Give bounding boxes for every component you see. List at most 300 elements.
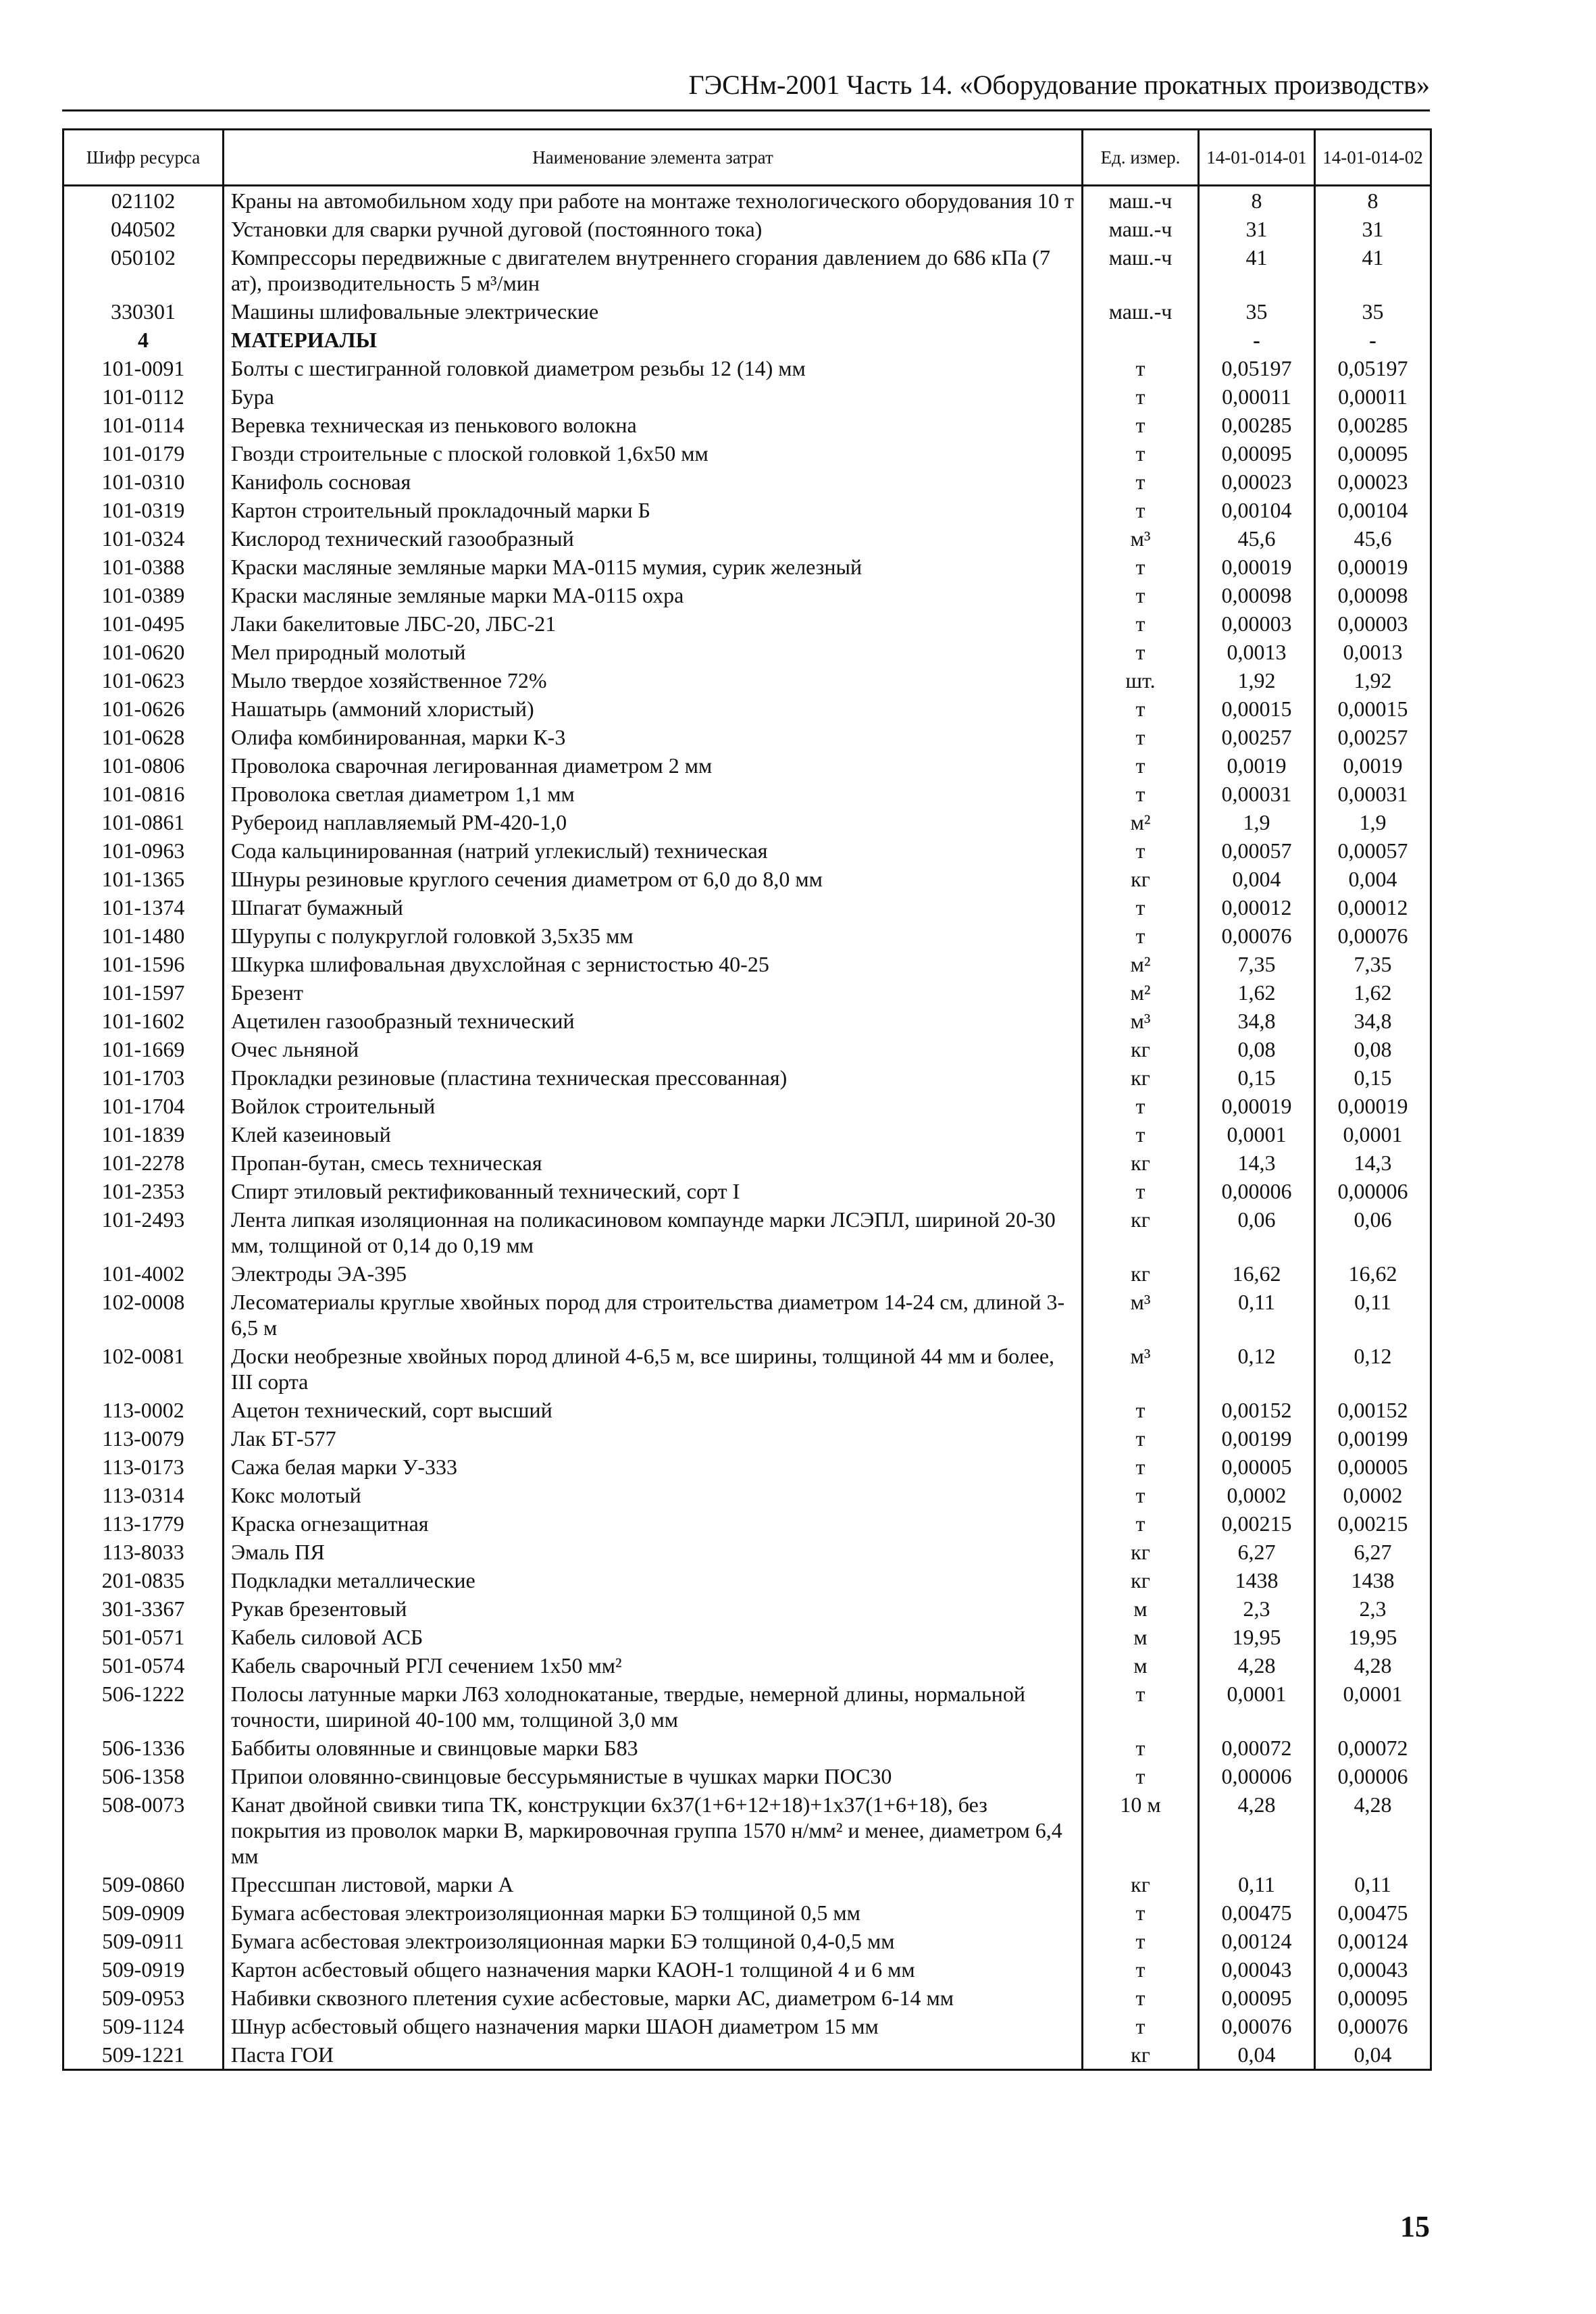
- table-row: [63, 468, 1431, 496]
- unit-cell: т: [1083, 893, 1199, 922]
- resource-code-cell: 113-0079: [63, 1424, 224, 1453]
- unit-cell: т: [1083, 1424, 1199, 1453]
- value-14-01-014-01-cell: 0,00006: [1199, 1177, 1315, 1205]
- table-header-row: [63, 130, 1431, 186]
- unit-cell: маш.-ч: [1083, 215, 1199, 243]
- unit-cell: т: [1083, 382, 1199, 411]
- value-14-01-014-02-cell: 0,00076: [1315, 922, 1431, 950]
- resource-name-cell: Спирт этиловый ректификованный технический, сорт I: [224, 1177, 1083, 1205]
- resource-name-cell: Мел природный молотый: [224, 638, 1083, 666]
- table-row: [63, 186, 1431, 216]
- resource-code-cell: 101-0620: [63, 638, 224, 666]
- value-14-01-014-02-cell: 0,00003: [1315, 609, 1431, 638]
- resource-code-cell: 101-0628: [63, 723, 224, 751]
- value-14-01-014-01-cell: 0,00095: [1199, 1984, 1315, 2012]
- column-header-code: Шифр ресурса: [63, 130, 224, 186]
- value-14-01-014-01-cell: 0,08: [1199, 1035, 1315, 1063]
- value-14-01-014-02-cell: 0,00019: [1315, 553, 1431, 581]
- resource-name-cell: Сода кальцинированная (натрий углекислый) техническая: [224, 836, 1083, 865]
- resource-code-cell: 101-0626: [63, 695, 224, 723]
- value-14-01-014-02-cell: 16,62: [1315, 1259, 1431, 1288]
- table-row: [63, 2012, 1431, 2040]
- value-14-01-014-02-cell: 4,28: [1315, 1651, 1431, 1680]
- resource-code-cell: 101-2278: [63, 1149, 224, 1177]
- value-14-01-014-01-cell: 0,00057: [1199, 836, 1315, 865]
- unit-cell: м: [1083, 1651, 1199, 1680]
- resource-name-cell: Краска огнезащитная: [224, 1509, 1083, 1538]
- value-14-01-014-02-cell: 7,35: [1315, 950, 1431, 978]
- resource-code-cell: 508-0073: [63, 1790, 224, 1870]
- value-14-01-014-02-cell: 14,3: [1315, 1149, 1431, 1177]
- unit-cell: маш.-ч: [1083, 243, 1199, 297]
- table-row: [63, 1007, 1431, 1035]
- table-row: [63, 1342, 1431, 1396]
- resource-name-cell: Паста ГОИ: [224, 2040, 1083, 2070]
- resource-code-cell: 101-0963: [63, 836, 224, 865]
- value-14-01-014-02-cell: 0,06: [1315, 1205, 1431, 1259]
- value-14-01-014-01-cell: 4,28: [1199, 1790, 1315, 1870]
- resource-code-cell: 101-4002: [63, 1259, 224, 1288]
- resource-code-cell: 050102: [63, 243, 224, 297]
- resource-code-cell: 102-0081: [63, 1342, 224, 1396]
- resource-code-cell: 101-1669: [63, 1035, 224, 1063]
- resource-name-cell: Шнуры резиновые круглого сечения диаметром от 6,0 до 8,0 мм: [224, 865, 1083, 893]
- resource-code-cell: 101-0816: [63, 780, 224, 808]
- resource-name-cell: Клей казеиновый: [224, 1120, 1083, 1149]
- value-14-01-014-02-cell: 19,95: [1315, 1623, 1431, 1651]
- value-14-01-014-01-cell: 1,9: [1199, 808, 1315, 836]
- value-14-01-014-02-cell: 0,0013: [1315, 638, 1431, 666]
- unit-cell: т: [1083, 1984, 1199, 2012]
- value-14-01-014-02-cell: 0,00257: [1315, 723, 1431, 751]
- table-row: [63, 666, 1431, 695]
- value-14-01-014-01-cell: 0,00098: [1199, 581, 1315, 609]
- column-header-unit: Ед. измер.: [1083, 130, 1199, 186]
- resource-name-cell: Краски масляные земляные марки МА-0115 мумия, сурик железный: [224, 553, 1083, 581]
- value-14-01-014-01-cell: 0,004: [1199, 865, 1315, 893]
- resource-name-cell: Бумага асбестовая электроизоляционная марки БЭ толщиной 0,5 мм: [224, 1898, 1083, 1927]
- table-row: [63, 2040, 1431, 2070]
- resource-code-cell: 501-0574: [63, 1651, 224, 1680]
- unit-cell: т: [1083, 1453, 1199, 1481]
- value-14-01-014-02-cell: 1,9: [1315, 808, 1431, 836]
- unit-cell: шт.: [1083, 666, 1199, 695]
- table-row: [63, 215, 1431, 243]
- resource-name-cell: Лента липкая изоляционная на поликасиновом компаунде марки ЛСЭПЛ, шириной 20-30 мм, толщиной от 0,14 до 0,19 мм: [224, 1205, 1083, 1259]
- unit-cell: м³: [1083, 1007, 1199, 1035]
- unit-cell: кг: [1083, 1063, 1199, 1092]
- resource-name-cell: Сажа белая марки У-333: [224, 1453, 1083, 1481]
- resource-name-cell: МАТЕРИАЛЫ: [224, 326, 1083, 354]
- value-14-01-014-02-cell: 0,00005: [1315, 1453, 1431, 1481]
- unit-cell: т: [1083, 1734, 1199, 1762]
- value-14-01-014-02-cell: 0,00285: [1315, 411, 1431, 439]
- table-row: [63, 751, 1431, 780]
- resource-code-cell: 509-0919: [63, 1955, 224, 1984]
- resource-code-cell: 113-8033: [63, 1538, 224, 1566]
- unit-cell: т: [1083, 695, 1199, 723]
- resource-code-cell: 101-1374: [63, 893, 224, 922]
- resource-name-cell: Картон асбестовый общего назначения марки КАОН-1 толщиной 4 и 6 мм: [224, 1955, 1083, 1984]
- value-14-01-014-01-cell: 0,05197: [1199, 354, 1315, 382]
- value-14-01-014-02-cell: 8: [1315, 186, 1431, 216]
- column-header-name: Наименование элемента затрат: [224, 130, 1083, 186]
- value-14-01-014-01-cell: 0,00475: [1199, 1898, 1315, 1927]
- table-row: [63, 1984, 1431, 2012]
- resource-code-cell: 301-3367: [63, 1594, 224, 1623]
- unit-cell: т: [1083, 751, 1199, 780]
- table-row: [63, 893, 1431, 922]
- resource-name-cell: Проволока сварочная легированная диаметром 2 мм: [224, 751, 1083, 780]
- unit-cell: м²: [1083, 950, 1199, 978]
- resource-code-cell: 101-2353: [63, 1177, 224, 1205]
- unit-cell: м³: [1083, 524, 1199, 553]
- unit-cell: т: [1083, 439, 1199, 468]
- resource-code-cell: 101-1704: [63, 1092, 224, 1120]
- unit-cell: кг: [1083, 2040, 1199, 2070]
- table-row: [63, 1120, 1431, 1149]
- resource-name-cell: Шкурка шлифовальная двухслойная с зернистостью 40-25: [224, 950, 1083, 978]
- value-14-01-014-02-cell: 0,00023: [1315, 468, 1431, 496]
- resource-name-cell: Шнур асбестовый общего назначения марки ШАОН диаметром 15 мм: [224, 2012, 1083, 2040]
- value-14-01-014-02-cell: 0,00006: [1315, 1762, 1431, 1790]
- value-14-01-014-01-cell: 0,0001: [1199, 1120, 1315, 1149]
- value-14-01-014-01-cell: 0,00023: [1199, 468, 1315, 496]
- resource-code-cell: 101-0179: [63, 439, 224, 468]
- value-14-01-014-02-cell: 0,00095: [1315, 439, 1431, 468]
- resource-code-cell: 101-0495: [63, 609, 224, 638]
- resource-name-cell: Припои оловянно-свинцовые бессурьмянистые в чушках марки ПОС30: [224, 1762, 1083, 1790]
- value-14-01-014-01-cell: 0,00285: [1199, 411, 1315, 439]
- table-row: [63, 1288, 1431, 1342]
- resource-name-cell: Бумага асбестовая электроизоляционная марки БЭ толщиной 0,4-0,5 мм: [224, 1927, 1083, 1955]
- unit-cell: т: [1083, 1481, 1199, 1509]
- unit-cell: м³: [1083, 1288, 1199, 1342]
- value-14-01-014-02-cell: 0,00098: [1315, 581, 1431, 609]
- value-14-01-014-01-cell: 0,06: [1199, 1205, 1315, 1259]
- value-14-01-014-01-cell: -: [1199, 326, 1315, 354]
- table-row: [63, 780, 1431, 808]
- resource-name-cell: Доски необрезные хвойных пород длиной 4-6,5 м, все ширины, толщиной 44 мм и более, III сорта: [224, 1342, 1083, 1396]
- section-row: [63, 326, 1431, 354]
- value-14-01-014-02-cell: 34,8: [1315, 1007, 1431, 1035]
- value-14-01-014-01-cell: 0,04: [1199, 2040, 1315, 2070]
- resource-code-cell: 113-0314: [63, 1481, 224, 1509]
- unit-cell: 10 м: [1083, 1790, 1199, 1870]
- resource-code-cell: 506-1336: [63, 1734, 224, 1762]
- resource-code-cell: 101-1365: [63, 865, 224, 893]
- resource-code-cell: 101-0310: [63, 468, 224, 496]
- header-rule: [62, 109, 1430, 111]
- resource-name-cell: Рукав брезентовый: [224, 1594, 1083, 1623]
- table-row: [63, 382, 1431, 411]
- resource-name-cell: Лесоматериалы круглые хвойных пород для строительства диаметром 14-24 см, длиной 3-6,5 м: [224, 1288, 1083, 1342]
- table-row: [63, 1594, 1431, 1623]
- value-14-01-014-02-cell: 0,0001: [1315, 1680, 1431, 1734]
- value-14-01-014-02-cell: 0,00043: [1315, 1955, 1431, 1984]
- unit-cell: кг: [1083, 1149, 1199, 1177]
- table-row: [63, 581, 1431, 609]
- value-14-01-014-01-cell: 0,00031: [1199, 780, 1315, 808]
- unit-cell: т: [1083, 836, 1199, 865]
- resource-name-cell: Войлок строительный: [224, 1092, 1083, 1120]
- value-14-01-014-02-cell: 0,00152: [1315, 1396, 1431, 1424]
- value-14-01-014-02-cell: 41: [1315, 243, 1431, 297]
- resource-code-cell: 101-0319: [63, 496, 224, 524]
- resource-name-cell: Краны на автомобильном ходу при работе на монтаже технологического оборудования 10 т: [224, 186, 1083, 216]
- unit-cell: т: [1083, 468, 1199, 496]
- resource-code-cell: 040502: [63, 215, 224, 243]
- table-row: [63, 1870, 1431, 1898]
- value-14-01-014-02-cell: 0,11: [1315, 1288, 1431, 1342]
- resource-code-cell: 509-0911: [63, 1927, 224, 1955]
- value-14-01-014-01-cell: 7,35: [1199, 950, 1315, 978]
- value-14-01-014-01-cell: 0,00152: [1199, 1396, 1315, 1424]
- value-14-01-014-02-cell: -: [1315, 326, 1431, 354]
- value-14-01-014-02-cell: 0,00057: [1315, 836, 1431, 865]
- resource-code-cell: 101-0114: [63, 411, 224, 439]
- resource-code-cell: 101-0324: [63, 524, 224, 553]
- resource-name-cell: Машины шлифовальные электрические: [224, 297, 1083, 326]
- resource-name-cell: Гвозди строительные с плоской головкой 1,6х50 мм: [224, 439, 1083, 468]
- resource-code-cell: 113-1779: [63, 1509, 224, 1538]
- unit-cell: т: [1083, 1120, 1199, 1149]
- resource-code-cell: 101-0861: [63, 808, 224, 836]
- table-row: [63, 1396, 1431, 1424]
- value-14-01-014-02-cell: 0,00215: [1315, 1509, 1431, 1538]
- table-row: [63, 1623, 1431, 1651]
- resource-name-cell: Подкладки металлические: [224, 1566, 1083, 1594]
- value-14-01-014-01-cell: 0,00005: [1199, 1453, 1315, 1481]
- table-row: [63, 1063, 1431, 1092]
- value-14-01-014-02-cell: 0,00031: [1315, 780, 1431, 808]
- table-row: [63, 1734, 1431, 1762]
- resource-name-cell: Эмаль ПЯ: [224, 1538, 1083, 1566]
- unit-cell: м²: [1083, 978, 1199, 1007]
- unit-cell: т: [1083, 638, 1199, 666]
- table-row: [63, 1955, 1431, 1984]
- resource-name-cell: Установки для сварки ручной дуговой (постоянного тока): [224, 215, 1083, 243]
- table-row: [63, 439, 1431, 468]
- table-row: [63, 1762, 1431, 1790]
- resource-code-cell: 509-0860: [63, 1870, 224, 1898]
- resource-name-cell: Болты с шестигранной головкой диаметром резьбы 12 (14) мм: [224, 354, 1083, 382]
- table-row: [63, 1538, 1431, 1566]
- resource-code-cell: 101-0623: [63, 666, 224, 695]
- table-row: [63, 638, 1431, 666]
- resource-code-cell: 101-0091: [63, 354, 224, 382]
- table-row: [63, 950, 1431, 978]
- unit-cell: т: [1083, 553, 1199, 581]
- table-row: [63, 1651, 1431, 1680]
- resource-code-cell: 113-0173: [63, 1453, 224, 1481]
- value-14-01-014-02-cell: 2,3: [1315, 1594, 1431, 1623]
- table-row: [63, 1205, 1431, 1259]
- value-14-01-014-02-cell: 0,00006: [1315, 1177, 1431, 1205]
- unit-cell: т: [1083, 411, 1199, 439]
- value-14-01-014-01-cell: 34,8: [1199, 1007, 1315, 1035]
- column-header-14-01-014-02: 14-01-014-02: [1315, 130, 1431, 186]
- table-row: [63, 553, 1431, 581]
- resource-name-cell: Веревка техническая из пенькового волокна: [224, 411, 1083, 439]
- unit-cell: м³: [1083, 1342, 1199, 1396]
- resource-name-cell: Полосы латунные марки Л63 холоднокатаные, твердые, немерной длины, нормальной точности, шириной 40-100 мм, толщиной 3,0 мм: [224, 1680, 1083, 1734]
- unit-cell: т: [1083, 1955, 1199, 1984]
- value-14-01-014-01-cell: 0,0019: [1199, 751, 1315, 780]
- resource-code-cell: 101-0388: [63, 553, 224, 581]
- resource-name-cell: Олифа комбинированная, марки К-3: [224, 723, 1083, 751]
- value-14-01-014-01-cell: 0,0013: [1199, 638, 1315, 666]
- unit-cell: маш.-ч: [1083, 186, 1199, 216]
- value-14-01-014-01-cell: 45,6: [1199, 524, 1315, 553]
- resource-code-cell: 101-2493: [63, 1205, 224, 1259]
- value-14-01-014-01-cell: 0,00043: [1199, 1955, 1315, 1984]
- value-14-01-014-02-cell: 1438: [1315, 1566, 1431, 1594]
- value-14-01-014-01-cell: 0,00199: [1199, 1424, 1315, 1453]
- unit-cell: т: [1083, 581, 1199, 609]
- value-14-01-014-02-cell: 4,28: [1315, 1790, 1431, 1870]
- value-14-01-014-02-cell: 0,0019: [1315, 751, 1431, 780]
- value-14-01-014-01-cell: 0,00019: [1199, 1092, 1315, 1120]
- unit-cell: кг: [1083, 1259, 1199, 1288]
- unit-cell: т: [1083, 1092, 1199, 1120]
- value-14-01-014-02-cell: 0,004: [1315, 865, 1431, 893]
- resource-code-cell: 113-0002: [63, 1396, 224, 1424]
- value-14-01-014-01-cell: 0,00011: [1199, 382, 1315, 411]
- resource-code-cell: 102-0008: [63, 1288, 224, 1342]
- value-14-01-014-02-cell: 0,08: [1315, 1035, 1431, 1063]
- page-number: 15: [1400, 2210, 1430, 2243]
- value-14-01-014-01-cell: 0,00076: [1199, 922, 1315, 950]
- value-14-01-014-01-cell: 0,0002: [1199, 1481, 1315, 1509]
- value-14-01-014-01-cell: 1,92: [1199, 666, 1315, 695]
- table-row: [63, 411, 1431, 439]
- value-14-01-014-01-cell: 8: [1199, 186, 1315, 216]
- value-14-01-014-01-cell: 0,00006: [1199, 1762, 1315, 1790]
- unit-cell: т: [1083, 609, 1199, 638]
- table-row: [63, 1927, 1431, 1955]
- table-row: [63, 1035, 1431, 1063]
- resource-name-cell: Рубероид наплавляемый РМ-420-1,0: [224, 808, 1083, 836]
- value-14-01-014-02-cell: 0,00019: [1315, 1092, 1431, 1120]
- resource-name-cell: Нашатырь (аммоний хлористый): [224, 695, 1083, 723]
- value-14-01-014-01-cell: 0,00104: [1199, 496, 1315, 524]
- unit-cell: т: [1083, 723, 1199, 751]
- table-row: [63, 1453, 1431, 1481]
- resource-name-cell: Проволока светлая диаметром 1,1 мм: [224, 780, 1083, 808]
- value-14-01-014-02-cell: 45,6: [1315, 524, 1431, 553]
- value-14-01-014-01-cell: 0,00095: [1199, 439, 1315, 468]
- unit-cell: т: [1083, 1680, 1199, 1734]
- resource-name-cell: Компрессоры передвижные с двигателем внутреннего сгорания давлением до 686 кПа (7 ат), производительность 5 м³/мин: [224, 243, 1083, 297]
- unit-cell: т: [1083, 1396, 1199, 1424]
- resource-name-cell: Пропан-бутан, смесь техническая: [224, 1149, 1083, 1177]
- resource-name-cell: Кабель силовой АСБ: [224, 1623, 1083, 1651]
- table-row: [63, 1898, 1431, 1927]
- unit-cell: т: [1083, 780, 1199, 808]
- value-14-01-014-02-cell: 0,00199: [1315, 1424, 1431, 1453]
- value-14-01-014-01-cell: 0,00076: [1199, 2012, 1315, 2040]
- value-14-01-014-02-cell: 35: [1315, 297, 1431, 326]
- value-14-01-014-01-cell: 0,00072: [1199, 1734, 1315, 1762]
- table-row: [63, 1177, 1431, 1205]
- unit-cell: [1083, 326, 1199, 354]
- document-header: ГЭСНм-2001 Часть 14. «Оборудование прокатных производств»: [688, 70, 1430, 100]
- resource-name-cell: Краски масляные земляные марки МА-0115 охра: [224, 581, 1083, 609]
- value-14-01-014-02-cell: 0,00475: [1315, 1898, 1431, 1927]
- value-14-01-014-01-cell: 14,3: [1199, 1149, 1315, 1177]
- resource-table: [62, 128, 1432, 2071]
- table-row: [63, 1509, 1431, 1538]
- column-header-14-01-014-01: 14-01-014-01: [1199, 130, 1315, 186]
- value-14-01-014-01-cell: 0,00003: [1199, 609, 1315, 638]
- resource-code-cell: 101-1597: [63, 978, 224, 1007]
- value-14-01-014-02-cell: 1,92: [1315, 666, 1431, 695]
- unit-cell: т: [1083, 1927, 1199, 1955]
- value-14-01-014-01-cell: 41: [1199, 243, 1315, 297]
- resource-code-cell: 509-0909: [63, 1898, 224, 1927]
- value-14-01-014-01-cell: 35: [1199, 297, 1315, 326]
- table-row: [63, 1481, 1431, 1509]
- resource-name-cell: Ацетон технический, сорт высший: [224, 1396, 1083, 1424]
- table-row: [63, 1680, 1431, 1734]
- value-14-01-014-01-cell: 0,11: [1199, 1288, 1315, 1342]
- unit-cell: т: [1083, 1509, 1199, 1538]
- resource-code-cell: 101-1602: [63, 1007, 224, 1035]
- table-row: [63, 1790, 1431, 1870]
- table-row: [63, 354, 1431, 382]
- resource-name-cell: Шпагат бумажный: [224, 893, 1083, 922]
- table-row: [63, 1424, 1431, 1453]
- unit-cell: т: [1083, 354, 1199, 382]
- resource-name-cell: Мыло твердое хозяйственное 72%: [224, 666, 1083, 695]
- value-14-01-014-02-cell: 0,0001: [1315, 1120, 1431, 1149]
- resource-name-cell: Канифоль сосновая: [224, 468, 1083, 496]
- resource-name-cell: Кокс молотый: [224, 1481, 1083, 1509]
- resource-name-cell: Прессшпан листовой, марки А: [224, 1870, 1083, 1898]
- table-row: [63, 723, 1431, 751]
- resource-code-cell: 101-1703: [63, 1063, 224, 1092]
- resource-code-cell: 4: [63, 326, 224, 354]
- resource-name-cell: Прокладки резиновые (пластина техническая прессованная): [224, 1063, 1083, 1092]
- value-14-01-014-01-cell: 4,28: [1199, 1651, 1315, 1680]
- value-14-01-014-02-cell: 0,05197: [1315, 354, 1431, 382]
- table-row: [63, 695, 1431, 723]
- unit-cell: кг: [1083, 1870, 1199, 1898]
- resource-code-cell: 101-1596: [63, 950, 224, 978]
- resource-name-cell: Баббиты оловянные и свинцовые марки Б83: [224, 1734, 1083, 1762]
- table-row: [63, 524, 1431, 553]
- value-14-01-014-01-cell: 0,00215: [1199, 1509, 1315, 1538]
- value-14-01-014-01-cell: 16,62: [1199, 1259, 1315, 1288]
- table-row: [63, 297, 1431, 326]
- value-14-01-014-01-cell: 2,3: [1199, 1594, 1315, 1623]
- value-14-01-014-01-cell: 0,00257: [1199, 723, 1315, 751]
- resource-code-cell: 101-1839: [63, 1120, 224, 1149]
- table-row: [63, 978, 1431, 1007]
- table-row: [63, 1259, 1431, 1288]
- value-14-01-014-01-cell: 6,27: [1199, 1538, 1315, 1566]
- resource-code-cell: 501-0571: [63, 1623, 224, 1651]
- value-14-01-014-02-cell: 0,15: [1315, 1063, 1431, 1092]
- value-14-01-014-02-cell: 0,11: [1315, 1870, 1431, 1898]
- resource-code-cell: 101-0389: [63, 581, 224, 609]
- value-14-01-014-01-cell: 0,00015: [1199, 695, 1315, 723]
- unit-cell: м: [1083, 1594, 1199, 1623]
- resource-name-cell: Лаки бакелитовые ЛБС-20, ЛБС-21: [224, 609, 1083, 638]
- unit-cell: кг: [1083, 1035, 1199, 1063]
- unit-cell: т: [1083, 1898, 1199, 1927]
